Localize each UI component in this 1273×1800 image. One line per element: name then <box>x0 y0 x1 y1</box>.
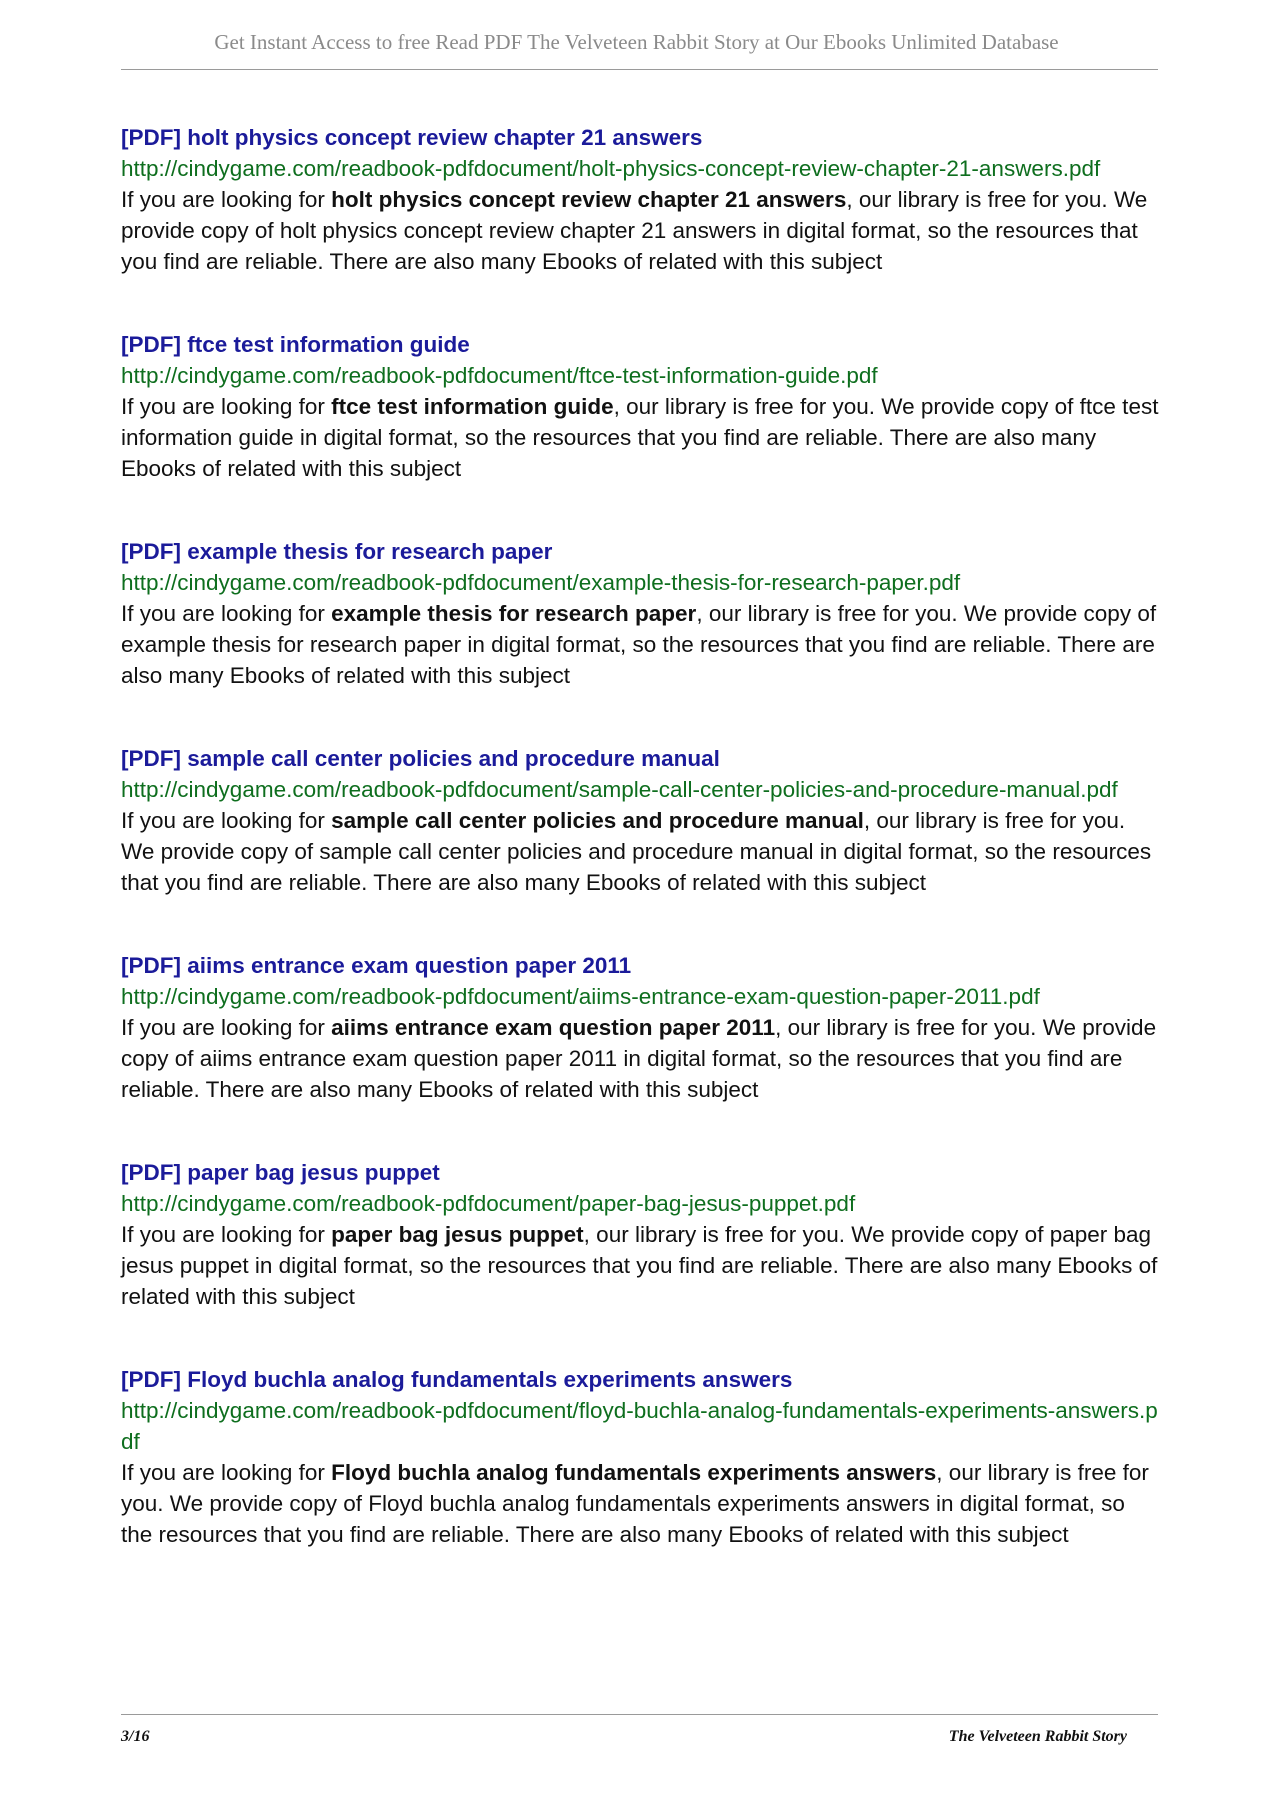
entry-title[interactable]: [PDF] Floyd buchla analog fundamentals experiments answers <box>121 1367 793 1392</box>
desc-suffix: , our library is free for you. We provide copy of Floyd buchla analog fundamentals experiments answers in digital format, so the resources that you find are reliable. There are also many Ebooks of related with this subject <box>121 1460 1149 1547</box>
list-item <box>121 743 1161 898</box>
desc-prefix: If you are looking for <box>121 1222 332 1247</box>
entry-title[interactable]: [PDF] ftce test information guide <box>121 332 470 357</box>
entry-title[interactable]: [PDF] example thesis for research paper <box>121 539 553 564</box>
desc-prefix: If you are looking for <box>121 1015 332 1040</box>
list-item <box>121 122 1161 277</box>
desc-prefix: If you are looking for <box>121 187 332 212</box>
entry-description <box>121 1219 1161 1312</box>
entry-url-link[interactable]: http://cindygame.com/readbook-pdfdocument/floyd-buchla-analog-fundamentals-experiments-answers.pdf <box>121 1398 1158 1454</box>
desc-prefix: If you are looking for <box>121 394 332 419</box>
desc-suffix: , our library is free for you. We provide copy of aiims entrance exam question paper 2011 in digital format, so the resources that you find are reliable. There are also many Ebooks of related with this subject <box>121 1015 1157 1102</box>
entry-description <box>121 1457 1161 1550</box>
desc-keyword: paper bag jesus puppet <box>331 1222 584 1247</box>
entry-title[interactable]: [PDF] aiims entrance exam question paper 2011 <box>121 953 632 978</box>
desc-suffix: , our library is free for you. We provide copy of paper bag jesus puppet in digital format, so the resources that you find are reliable. There are also many Ebooks of related with this subject <box>121 1222 1158 1309</box>
entry-title[interactable]: [PDF] sample call center policies and procedure manual <box>121 746 720 771</box>
entry-url-link[interactable]: http://cindygame.com/readbook-pdfdocument/aiims-entrance-exam-question-paper-2011.pdf <box>121 984 1040 1009</box>
desc-keyword: Floyd buchla analog fundamentals experiments answers <box>331 1460 937 1485</box>
entry-title[interactable]: [PDF] holt physics concept review chapter 21 answers <box>121 125 703 150</box>
list-item <box>121 1364 1161 1550</box>
list-item <box>121 950 1161 1105</box>
entry-description <box>121 805 1161 898</box>
entry-url-link[interactable]: http://cindygame.com/readbook-pdfdocument/holt-physics-concept-review-chapter-21-answers.pdf <box>121 156 1101 181</box>
desc-keyword: example thesis for research paper <box>331 601 697 626</box>
desc-keyword: aiims entrance exam question paper 2011 <box>331 1015 776 1040</box>
entry-url-link[interactable]: http://cindygame.com/readbook-pdfdocument/ftce-test-information-guide.pdf <box>121 363 878 388</box>
desc-prefix: If you are looking for <box>121 808 332 833</box>
entry-url-link[interactable]: http://cindygame.com/readbook-pdfdocument/paper-bag-jesus-puppet.pdf <box>121 1191 856 1216</box>
list-item <box>121 329 1161 484</box>
ebook-list <box>121 122 1161 1602</box>
desc-prefix: If you are looking for <box>121 601 332 626</box>
desc-suffix: , our library is free for you. We provide copy of holt physics concept review chapter 21 answers in digital format, so the resources that you find are reliable. There are also many Ebooks of related with this subject <box>121 187 1148 274</box>
entry-url-link[interactable]: http://cindygame.com/readbook-pdfdocument/example-thesis-for-research-paper.pdf <box>121 570 961 595</box>
list-item <box>121 1157 1161 1312</box>
page-header: Get Instant Access to free Read PDF The Velveteen Rabbit Story at Our Ebooks Unlimited Database <box>214 30 1059 54</box>
desc-keyword: holt physics concept review chapter 21 answers <box>331 187 847 212</box>
desc-suffix: , our library is free for you. We provide copy of sample call center policies and procedure manual in digital format, so the resources that you find are reliable. There are also many Ebooks of related with this subject <box>121 808 1152 895</box>
entry-description <box>121 184 1161 277</box>
footer-title: The Velveteen Rabbit Story <box>948 1728 1127 1745</box>
list-item <box>121 536 1161 691</box>
desc-keyword: sample call center policies and procedure manual <box>331 808 864 833</box>
entry-title[interactable]: [PDF] paper bag jesus puppet <box>121 1160 440 1185</box>
desc-suffix: , our library is free for you. We provide copy of example thesis for research paper in digital format, so the resources that you find are reliable. There are also many Ebooks of related with this subject <box>121 601 1157 688</box>
entry-description <box>121 1012 1161 1105</box>
footer-divider <box>121 1714 1158 1715</box>
desc-keyword: ftce test information guide <box>331 394 614 419</box>
desc-prefix: If you are looking for <box>121 1460 332 1485</box>
page-number: 3/16 <box>121 1728 150 1745</box>
entry-url-link[interactable]: http://cindygame.com/readbook-pdfdocument/sample-call-center-policies-and-procedure-manual.pdf <box>121 777 1118 802</box>
entry-description <box>121 391 1161 484</box>
header-divider <box>121 69 1158 70</box>
entry-description <box>121 598 1161 691</box>
desc-suffix: , our library is free for you. We provide copy of ftce test information guide in digital format, so the resources that you find are reliable. There are also many Ebooks of related with this subject <box>121 394 1159 481</box>
